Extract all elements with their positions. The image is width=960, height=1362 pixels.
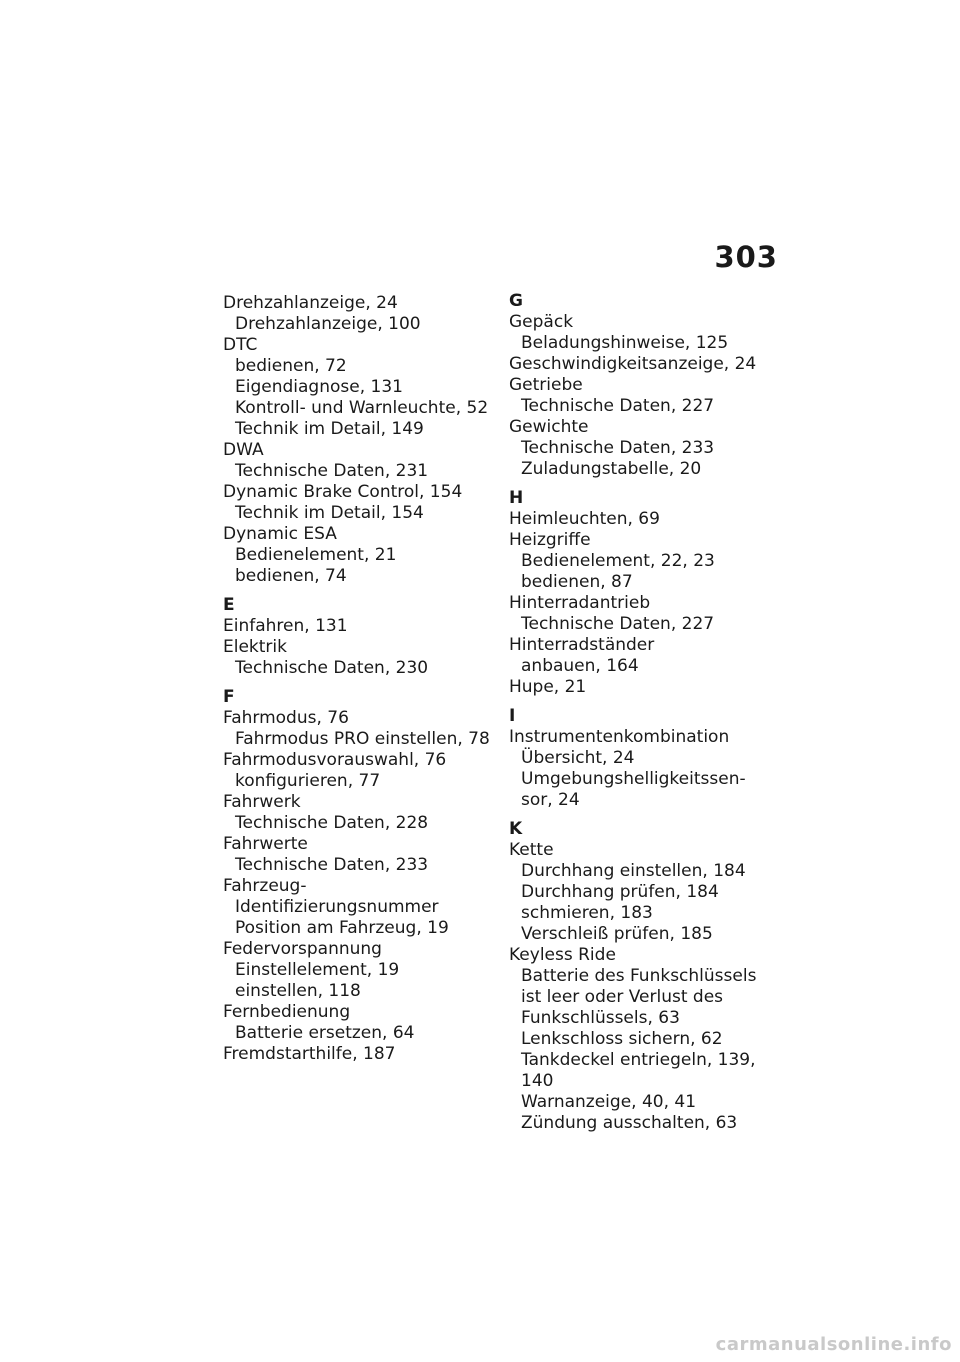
index-subentry: Bedienelement, 21	[235, 545, 397, 565]
index-subentry: Einstellelement, 19	[235, 960, 400, 980]
index-subentry: Warnanzeige, 40, 41	[521, 1092, 697, 1112]
index-subentry: Technische Daten, 230	[235, 658, 429, 678]
index-entry: Kette	[509, 840, 554, 860]
index-subentry: Zündung ausschalten, 63	[521, 1113, 738, 1133]
index-subentry: Lenkschloss sichern, 62	[521, 1029, 723, 1049]
index-subentry: Position am Fahrzeug, 19	[235, 918, 449, 938]
index-subentry: Technische Daten, 228	[235, 813, 429, 833]
index-letter-heading: G	[509, 291, 523, 311]
index-subentry: Zuladungstabelle, 20	[521, 459, 702, 479]
index-subentry: Beladungshinweise, 125	[521, 333, 729, 353]
index-subentry: Identifizierungsnummer	[235, 897, 439, 917]
index-subentry: ist leer oder Verlust des	[521, 987, 724, 1007]
index-entry: Fahrwerk	[223, 792, 301, 812]
index-entry: Fremdstarthilfe, 187	[223, 1044, 396, 1064]
index-entry: Drehzahlanzeige, 24	[223, 293, 398, 313]
index-subentry: sor, 24	[521, 790, 580, 810]
index-subentry: Bedienelement, 22, 23	[521, 551, 715, 571]
index-subentry: anbauen, 164	[521, 656, 639, 676]
index-entry: Einfahren, 131	[223, 616, 348, 636]
index-subentry: Technische Daten, 233	[235, 855, 429, 875]
index-subentry: Batterie des Funkschlüssels	[521, 966, 757, 986]
index-entry: DTC	[223, 335, 258, 355]
index-entry: Getriebe	[509, 375, 583, 395]
index-entry: DWA	[223, 440, 264, 460]
index-entry: Dynamic Brake Control, 154	[223, 482, 463, 502]
index-subentry: schmieren, 183	[521, 903, 653, 923]
index-entry: Instrumentenkombination	[509, 727, 730, 747]
index-entry: Hupe, 21	[509, 677, 587, 697]
index-entry: Heizgriffe	[509, 530, 591, 550]
index-entry: Dynamic ESA	[223, 524, 337, 544]
index-subentry: Technische Daten, 227	[521, 614, 715, 634]
index-subentry: Technik im Detail, 154	[235, 503, 424, 523]
index-subentry: Verschleiß prüfen, 185	[521, 924, 713, 944]
index-entry: Fernbedienung	[223, 1002, 351, 1022]
index-entry: Gewichte	[509, 417, 589, 437]
index-subentry: Kontroll- und Warnleuchte, 52	[235, 398, 489, 418]
index-subentry: Batterie ersetzen, 64	[235, 1023, 415, 1043]
index-entry: Hinterradantrieb	[509, 593, 651, 613]
watermark-text: carmanualsonline.info	[715, 1334, 952, 1355]
index-letter-heading: F	[223, 687, 235, 707]
index-letter-heading: I	[509, 706, 516, 726]
index-entry: Federvorspannung	[223, 939, 382, 959]
index-entry: Fahrwerte	[223, 834, 308, 854]
index-subentry: Fahrmodus PRO einstellen, 78	[235, 729, 490, 749]
index-entry: Fahrmodusvorauswahl, 76	[223, 750, 447, 770]
index-subentry: Technische Daten, 231	[235, 461, 429, 481]
index-subentry: Funkschlüssels, 63	[521, 1008, 680, 1028]
index-subentry: Durchhang einstellen, 184	[521, 861, 746, 881]
index-subentry: Drehzahlanzeige, 100	[235, 314, 421, 334]
index-entry: Fahrzeug-	[223, 876, 307, 896]
index-subentry: Technische Daten, 233	[521, 438, 715, 458]
index-entry: Geschwindigkeitsanzeige, 24	[509, 354, 757, 374]
index-subentry: Durchhang prüfen, 184	[521, 882, 719, 902]
index-subentry: 140	[521, 1071, 554, 1091]
index-subentry: Umgebungshelligkeitssen-	[521, 769, 746, 789]
index-subentry: einstellen, 118	[235, 981, 361, 1001]
index-entry: Heimleuchten, 69	[509, 509, 660, 529]
index-entry: Keyless Ride	[509, 945, 616, 965]
page-number: 303	[714, 240, 778, 274]
index-entry: Hinterradständer	[509, 635, 655, 655]
index-subentry: Eigendiagnose, 131	[235, 377, 403, 397]
index-letter-heading: E	[223, 595, 235, 615]
index-subentry: bedienen, 74	[235, 566, 347, 586]
index-entry: Gepäck	[509, 312, 574, 332]
index-subentry: bedienen, 72	[235, 356, 347, 376]
index-column-left	[223, 292, 513, 1064]
index-subentry: Technik im Detail, 149	[235, 419, 424, 439]
index-entry: Fahrmodus, 76	[223, 708, 349, 728]
index-subentry: konfigurieren, 77	[235, 771, 381, 791]
index-letter-heading: K	[509, 819, 523, 839]
index-column-right	[509, 292, 799, 1133]
index-letter-heading: H	[509, 488, 524, 508]
index-subentry: Technische Daten, 227	[521, 396, 715, 416]
index-subentry: Tankdeckel entriegeln, 139,	[521, 1050, 756, 1070]
index-subentry: bedienen, 87	[521, 572, 633, 592]
index-entry: Elektrik	[223, 637, 287, 657]
index-subentry: Übersicht, 24	[521, 748, 635, 768]
